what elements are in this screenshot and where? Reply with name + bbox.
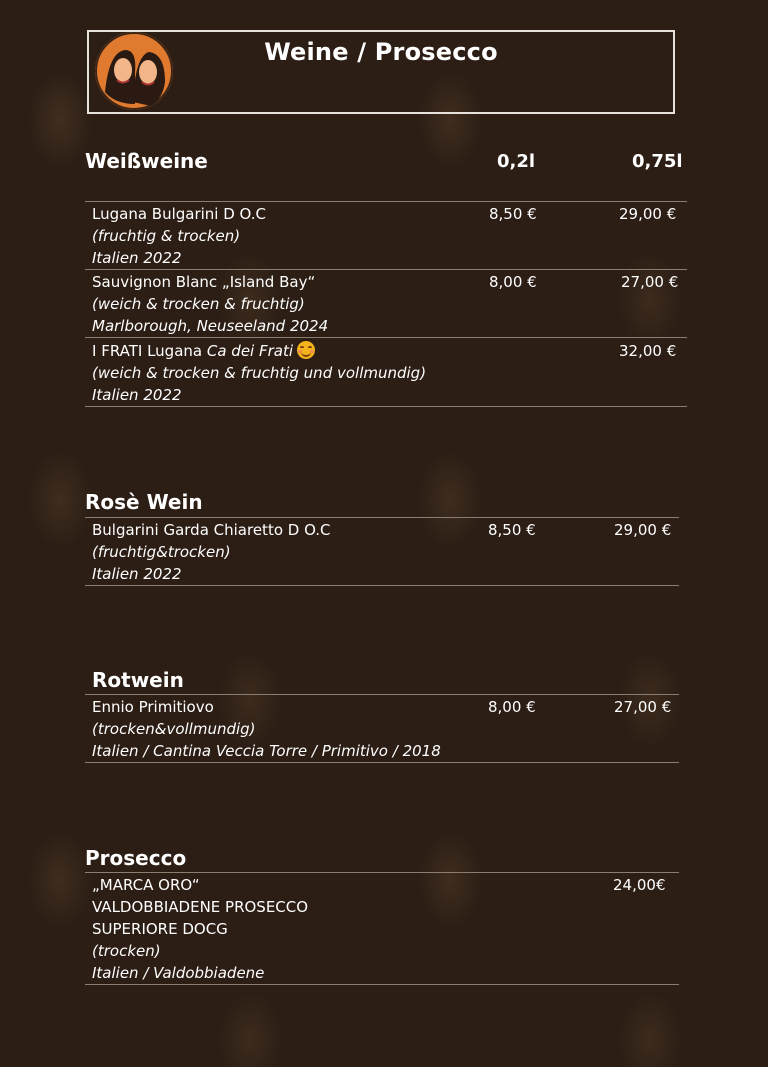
price-large: 27,00 € [614,698,672,716]
list-item [92,271,328,337]
price-small: 8,00 € [488,698,536,716]
price-large: 29,00 € [619,205,677,223]
price-small: 8,00 € [489,273,537,291]
divider [85,201,687,202]
list-item [92,203,266,269]
wine-name: Lugana Bulgarini D O.C [92,205,266,223]
price-small: 8,50 € [489,205,537,223]
list-item [92,340,426,406]
wine-origin: Italien / Valdobbiadene [92,964,265,982]
wine-origin: Italien 2022 [92,249,182,267]
column-head-large: 0,75l [632,151,683,172]
wine-name: Ennio Primitiovo [92,698,214,716]
wine-description: (trocken&vollmundig) [92,720,256,738]
wine-name: „MARCA ORO“ [92,876,200,894]
divider [85,585,679,586]
section-heading-weissweine: Weißweine [85,149,208,173]
divider [85,762,679,763]
page-title: Weine / Prosecco [264,38,498,66]
wine-origin: Italien 2022 [92,386,182,404]
price-large: 32,00 € [619,342,677,360]
wine-description: (weich & trocken & fruchtig und vollmundig) [92,364,427,382]
divider [85,984,679,985]
section-heading-rotwein: Rotwein [92,668,184,692]
list-item [92,874,308,984]
price-large: 24,00€ [613,876,666,894]
wine-description: (fruchtig & trocken) [92,227,241,245]
wine-name: VALDOBBIADENE PROSECCO [92,898,309,916]
wine-name-italic: Ca dei Frati [206,342,294,360]
smiling-face-icon [297,341,315,359]
wine-name: Bulgarini Garda Chiaretto D O.C [92,521,331,539]
section-heading-rose: Rosè Wein [85,490,203,514]
price-large: 27,00 € [621,273,679,291]
section-heading-prosecco: Prosecco [85,846,187,870]
divider [85,517,679,518]
wine-name-line [92,340,426,362]
wine-name: I FRATI Lugana [92,342,207,360]
divider [85,872,679,873]
divider [85,406,687,407]
wine-origin: Italien 2022 [92,565,182,583]
list-item [92,519,331,585]
wine-description: (fruchtig&trocken) [92,543,231,561]
wine-name: Sauvignon Blanc „Island Bay“ [92,273,316,291]
column-head-small: 0,2l [497,151,536,172]
wine-description: (weich & trocken & fruchtig) [92,295,305,313]
list-item [92,696,441,762]
price-large: 29,00 € [614,521,672,539]
wine-description: (trocken) [92,942,161,960]
divider [85,269,687,270]
wine-origin: Marlborough, Neuseeland 2024 [92,317,329,335]
divider [85,694,679,695]
wine-name: SUPERIORE DOCG [92,920,228,938]
divider [85,337,687,338]
price-small: 8,50 € [488,521,536,539]
wine-origin: Italien / Cantina Veccia Torre / Primitivo / 2018 [92,742,441,760]
